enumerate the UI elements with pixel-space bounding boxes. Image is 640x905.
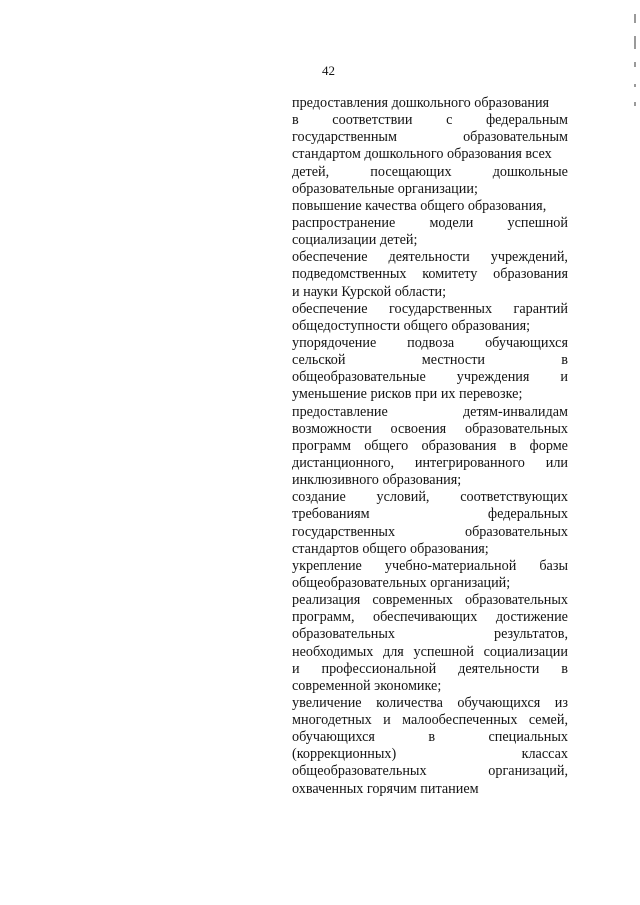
text-segment: в xyxy=(292,112,299,129)
text-segment: учреждения xyxy=(456,369,530,386)
text-line xyxy=(292,369,568,386)
text-segment: в xyxy=(509,437,517,454)
text-segment: посещающих xyxy=(370,163,452,180)
text-segment: условий, xyxy=(376,489,430,506)
text-segment: образовательных xyxy=(464,523,568,540)
text-segment: достижение xyxy=(495,609,568,626)
text-segment: предоставления дошкольного образования xyxy=(292,95,550,111)
text-line xyxy=(292,489,568,506)
page-number: 42 xyxy=(322,63,335,78)
text-segment: успешной xyxy=(413,643,474,660)
text-segment: государственных xyxy=(292,523,396,540)
text-segment: увеличение xyxy=(292,694,362,711)
text-segment: многодетных xyxy=(292,712,372,729)
text-line xyxy=(292,626,568,643)
text-segment: обучающихся xyxy=(292,729,375,746)
text-segment: стандартом дошкольного образования всех xyxy=(292,146,552,163)
text-segment: общеобразовательных организаций; xyxy=(292,574,511,591)
text-segment: результатов, xyxy=(493,626,568,643)
text-segment: охваченных горячим питанием xyxy=(292,780,479,797)
text-segment: образовательных xyxy=(464,592,568,609)
text-segment: инклюзивного образования; xyxy=(292,472,462,489)
text-line xyxy=(292,506,568,523)
text-segment: специальных xyxy=(488,729,568,746)
text-line xyxy=(292,95,568,112)
text-segment: и xyxy=(292,660,300,677)
text-segment: образования xyxy=(421,437,497,454)
text-segment: предоставление xyxy=(292,403,388,420)
text-segment: подведомственных xyxy=(292,266,407,283)
text-line xyxy=(292,215,568,232)
text-line xyxy=(292,472,568,489)
text-line xyxy=(292,575,568,592)
text-line xyxy=(292,678,568,695)
text-segment: возможности xyxy=(292,420,372,437)
text-segment: требованиям xyxy=(292,506,370,523)
text-segment: деятельности xyxy=(388,249,470,266)
text-line xyxy=(292,129,568,146)
text-segment: дошкольные xyxy=(492,163,568,180)
text-segment: базы xyxy=(539,557,568,574)
text-segment: образовательных xyxy=(292,626,396,643)
text-segment: местности xyxy=(421,352,486,369)
text-line xyxy=(292,558,568,575)
text-segment: в xyxy=(428,729,436,746)
text-segment: детям-инвалидам xyxy=(462,403,568,420)
text-segment: повышение качества общего образования, xyxy=(292,197,547,214)
text-segment: интегрированного xyxy=(414,454,525,471)
text-segment: образовательные организации; xyxy=(292,180,478,197)
text-segment: (коррекционных) xyxy=(292,746,397,763)
text-segment: обучающихся xyxy=(485,334,568,351)
text-line xyxy=(292,232,568,249)
text-segment: распространение xyxy=(292,214,396,231)
text-line xyxy=(292,541,568,558)
text-line xyxy=(292,695,568,712)
text-segment: реализация xyxy=(292,592,361,609)
text-segment: в xyxy=(561,660,568,677)
text-segment: подвоза xyxy=(407,334,455,351)
text-segment: и науки Курской области; xyxy=(292,283,447,300)
text-segment: и xyxy=(560,369,568,386)
text-line xyxy=(292,301,568,318)
text-segment: образования xyxy=(493,266,568,283)
text-segment: сельской xyxy=(292,352,346,369)
text-segment: социализации детей; xyxy=(292,232,418,249)
text-segment: современной экономике; xyxy=(292,677,442,694)
text-segment: укрепление xyxy=(292,557,362,574)
text-segment: успешной xyxy=(507,214,568,231)
text-line xyxy=(292,284,568,301)
text-line xyxy=(292,712,568,729)
text-line xyxy=(292,609,568,626)
text-line xyxy=(292,352,568,369)
text-segment: дистанционного, xyxy=(292,454,395,471)
text-segment: общего xyxy=(364,437,409,454)
text-segment: программ, xyxy=(292,609,355,626)
text-segment: с xyxy=(446,112,453,129)
text-segment: федеральным xyxy=(485,112,568,129)
text-segment: общеобразовательных xyxy=(292,763,427,780)
text-segment: создание xyxy=(292,489,346,506)
text-line xyxy=(292,763,568,780)
text-segment: общедоступности общего образования; xyxy=(292,317,531,334)
text-segment: организаций, xyxy=(488,763,568,780)
text-segment: освоения xyxy=(390,420,447,437)
text-segment: общеобразовательные xyxy=(292,369,426,386)
text-segment: гарантий xyxy=(513,300,568,317)
text-segment: и xyxy=(383,712,391,729)
text-line xyxy=(292,164,568,181)
text-line xyxy=(292,181,568,198)
scan-edge-marks xyxy=(633,14,636,114)
text-segment: из xyxy=(554,694,568,711)
text-line xyxy=(292,592,568,609)
text-segment: детей, xyxy=(292,163,330,180)
text-line xyxy=(292,146,568,163)
text-segment: для xyxy=(382,643,404,660)
text-line xyxy=(292,404,568,421)
text-segment: обеспечивающих xyxy=(372,609,478,626)
text-segment: социализации xyxy=(483,643,568,660)
text-line xyxy=(292,198,568,215)
text-line xyxy=(292,421,568,438)
text-line xyxy=(292,112,568,129)
text-line xyxy=(292,729,568,746)
text-segment: федеральных xyxy=(487,506,568,523)
text-segment: модели xyxy=(429,214,474,231)
text-segment: упорядочение xyxy=(292,334,377,351)
text-segment: форме xyxy=(529,437,568,454)
text-segment: количества xyxy=(376,694,443,711)
text-line xyxy=(292,746,568,763)
text-line xyxy=(292,524,568,541)
text-segment: учебно-материальной xyxy=(384,557,517,574)
text-segment: обеспечение xyxy=(292,249,368,266)
text-segment: или xyxy=(545,454,568,471)
text-line xyxy=(292,661,568,678)
text-segment: комитету xyxy=(422,266,478,283)
text-segment: государственным xyxy=(292,129,397,146)
text-line xyxy=(292,781,568,798)
text-segment: программ xyxy=(292,437,351,454)
text-segment: образовательных xyxy=(464,420,568,437)
text-segment: современных xyxy=(372,592,453,609)
text-line xyxy=(292,386,568,403)
text-line xyxy=(292,249,568,266)
text-segment: необходимых xyxy=(292,643,374,660)
text-segment: уменьшение рисков при их перевозке; xyxy=(292,386,523,403)
text-line xyxy=(292,318,568,335)
text-segment: в xyxy=(561,352,568,369)
text-line xyxy=(292,266,568,283)
text-segment: учреждений, xyxy=(490,249,568,266)
text-segment: стандартов общего образования; xyxy=(292,540,489,557)
text-segment: классах xyxy=(521,746,568,763)
body-text xyxy=(292,95,568,798)
text-segment: обучающихся xyxy=(457,694,541,711)
text-segment: малообеспеченных xyxy=(402,712,518,729)
text-segment: профессиональной xyxy=(321,660,437,677)
text-segment: деятельности xyxy=(458,660,540,677)
text-line xyxy=(292,644,568,661)
text-segment: семей, xyxy=(528,712,568,729)
text-segment: государственных xyxy=(388,300,493,317)
text-line xyxy=(292,335,568,352)
text-segment: соответствующих xyxy=(460,489,568,506)
text-line xyxy=(292,438,568,455)
text-segment: образовательным xyxy=(463,129,568,146)
text-segment: обеспечение xyxy=(292,300,368,317)
text-line xyxy=(292,455,568,472)
text-segment: соответствии xyxy=(332,112,413,129)
